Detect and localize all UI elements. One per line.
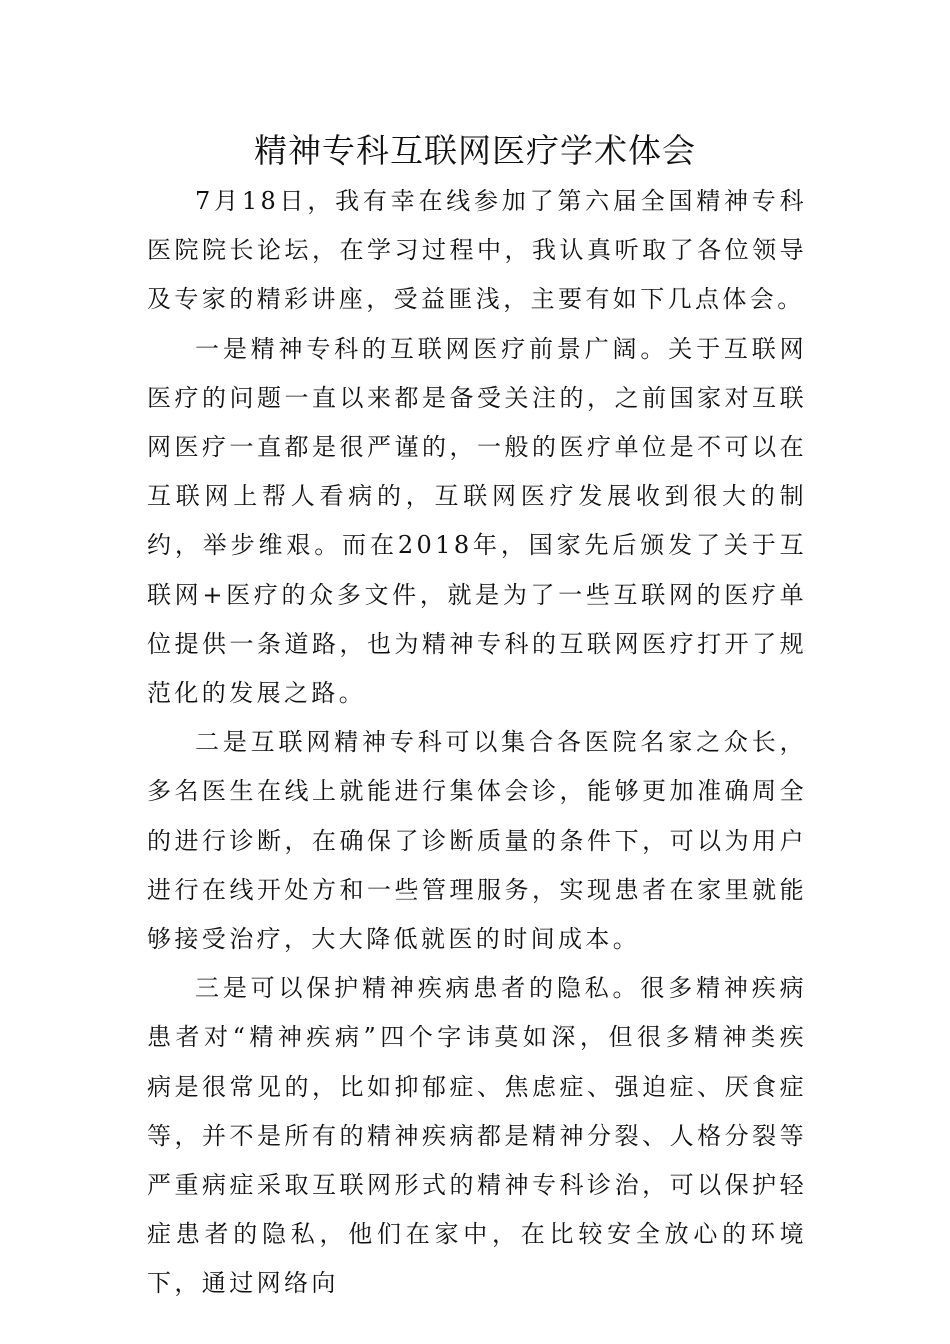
paragraph-intro: 7月18日，我有幸在线参加了第六届全国精神专科医院院长论坛，在学习过程中，我认真听取了各位领导及专家的精彩讲座，受益匪浅，主要有如下几点体会。 <box>147 187 807 314</box>
document-body <box>147 177 807 1309</box>
paragraph-point-one: 一是精神专科的互联网医疗前景广阔。关于互联网医疗的问题一直以来都是备受关注的，之前国家对互联网医疗一直都是很严谨的，一般的医疗单位是不可以在互联网上帮人看病的，互联网医疗发展收到很大的制约，举步维艰。而在2018年，国家先后颁发了关于互联网+医疗的众多文件，就是为了一些互联网的医疗单位提供一条道路，也为精神专科的互联网医疗打开了规范化的发展之路。 <box>147 334 807 708</box>
paragraph-point-two: 二是互联网精神专科可以集合各医院名家之众长，多名医生在线上就能进行集体会诊，能够更加准确周全的进行诊断，在确保了诊断质量的条件下，可以为用户进行在线开处方和一些管理服务，实现患者在家里就能够接受治疗，大大降低就医的时间成本。 <box>147 728 807 954</box>
paragraph-point-three: 三是可以保护精神疾病患者的隐私。很多精神疾病患者对“精神疾病”四个字讳莫如深，但很多精神类疾病是很常见的，比如抑郁症、焦虑症、强迫症、厌食症等，并不是所有的精神疾病都是精神分裂、人格分裂等严重病症采取互联网形式的精神专科诊治，可以保护轻症患者的隐私，他们在家中，在比较安全放心的环境下，通过网络向 <box>147 974 807 1298</box>
document-title: 精神专科互联网医疗学术体会 <box>254 131 696 170</box>
